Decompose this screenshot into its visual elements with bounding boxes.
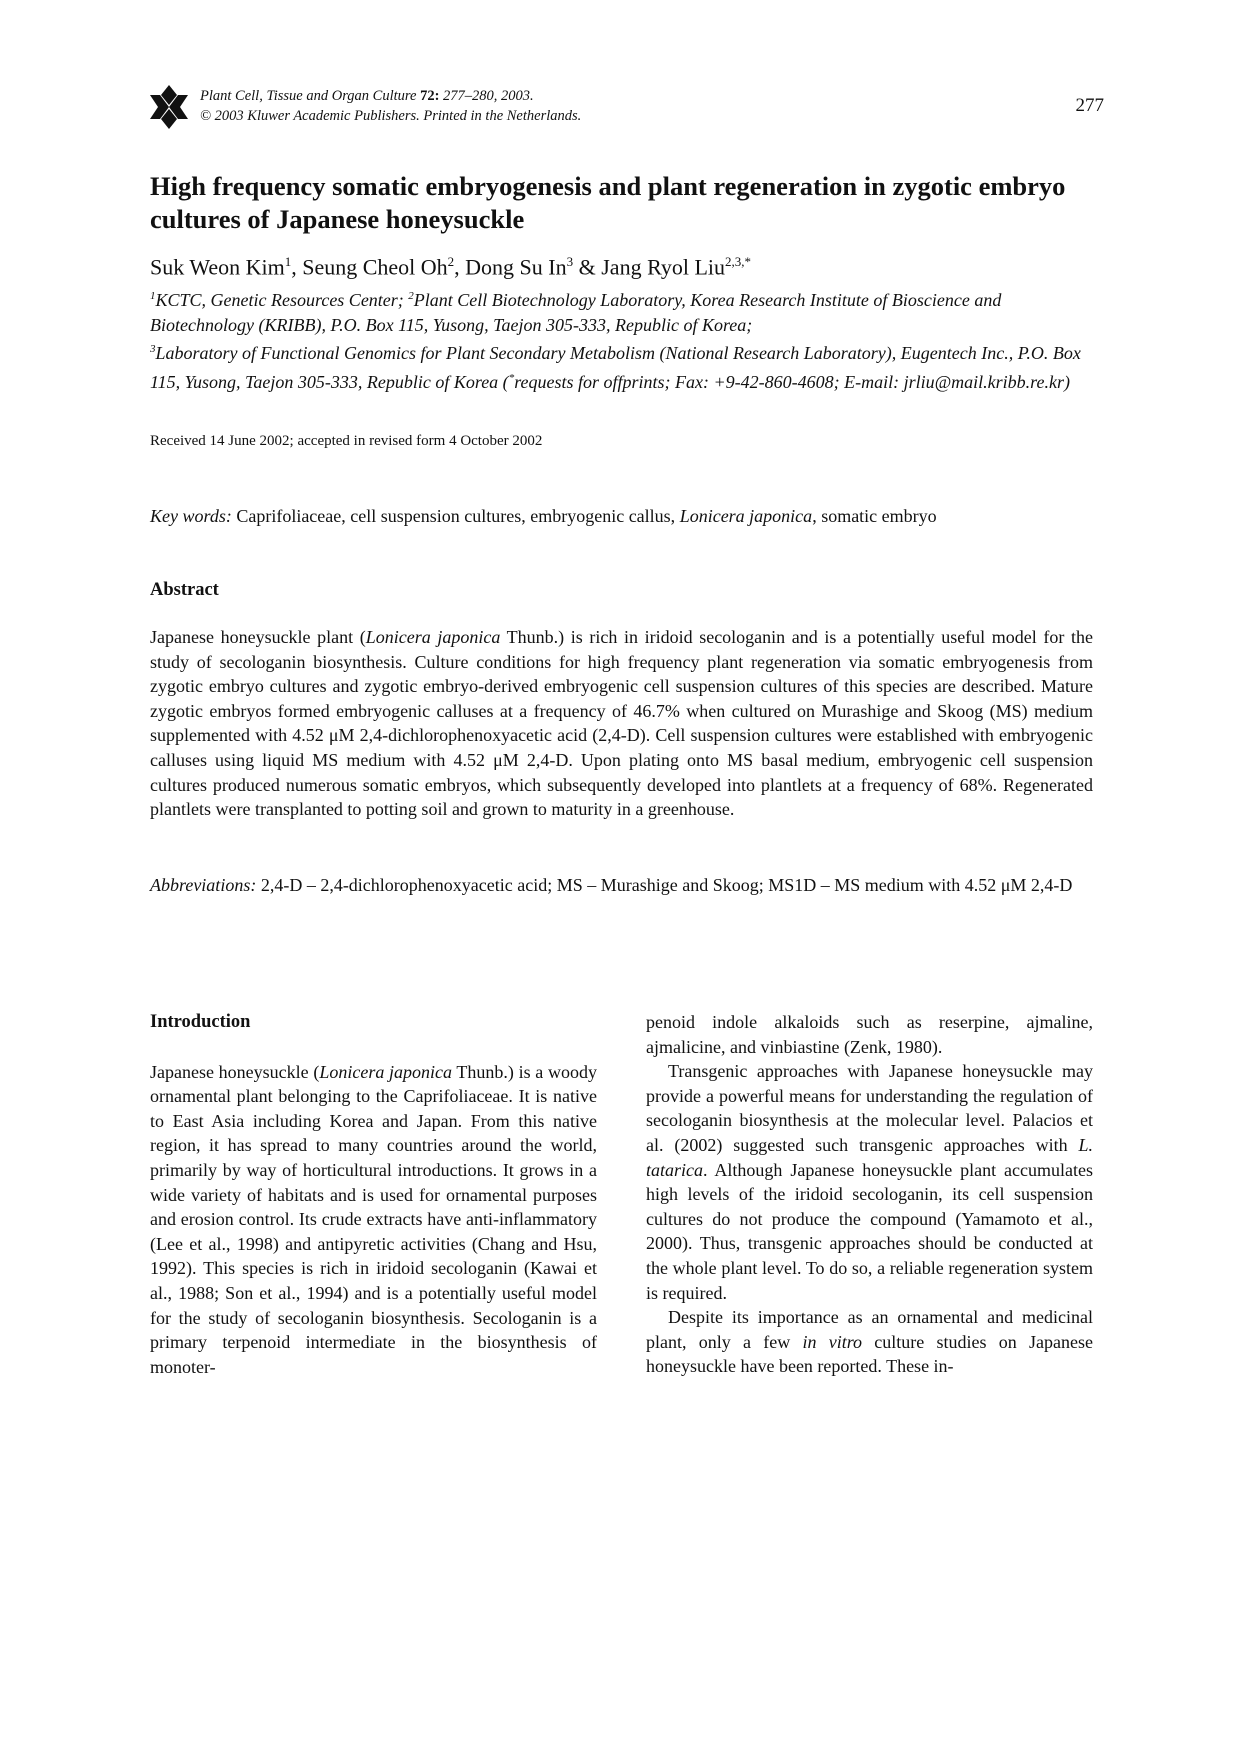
intro-italic-term: in vitro (802, 1331, 863, 1352)
journal-pages: 277–280, 2003. (439, 88, 534, 104)
author-affiliation-mark: 2,3,* (725, 254, 752, 269)
intro-text: Thunb.) is a woody ornamental plant belonging to the Caprifoliaceae. It is native to East Asia including Korea and Japan. From this native region, it has spread to many countries around the world, primarily by way of horticultural introductions. It grows in a wide variety of habitats and is used for ornamental purposes and erosion control. Its crude extracts have anti-inflammatory (Lee et al., 1998) and antipyretic activities (Chang and Hsu, 1992). This species is rich in iridoid secologanin (Kawai et al., 1988; Son et al., 1994) and is a potentially useful model for the study of secologanin biosynthesis. Secologanin is a primary terpenoid intermediate in the biosynthesis of monoter- (150, 1061, 597, 1377)
paper-title: High frequency somatic embryogenesis and plant regeneration in zygotic embryo cultures of Japanese honeysuckle (150, 171, 1066, 234)
affiliation-mark: 3 (150, 343, 156, 355)
abstract-text: . Upon plating onto MS basal medium, embryogenic cell suspension cultures produced numerous somatic embryos, which subsequently developed into plantlets at a frequency of 68%. Regenerated plantlets were transplanted to potting soil and grown to maturity in a greenhouse. (150, 749, 1093, 820)
abbreviations-text: – 2,4-dichlorophenoxyacetic acid; MS – Murashige and Skoog; MS1D – MS medium with 4.52 μM 2,4- (302, 875, 1060, 895)
journal-volume: 72: (420, 88, 440, 104)
abstract-smallcaps: D (626, 725, 640, 746)
intro-paragraph (646, 1305, 1093, 1379)
abstract-text: Thunb.) is rich in iridoid secologanin and is a potentially useful model for the study of secologanin biosynthesis. Culture conditions for high frequency plant regeneration via somatic embryogenesis from zygotic embryo cultures and zygotic embryo-derived embryogenic cell suspension cultures of this species are described. Mature zygotic embryos formed embryogenic calluses at a frequency of 46.7% when cultured on Murashige and Skoog (MS) medium supplemented with 4.52 μM 2,4-dichlorophenoxyacetic acid (2,4- (150, 627, 1093, 746)
author-separator: , (454, 254, 466, 280)
intro-paragraph: penoid indole alkaloids such as reserpine, ajmaline, ajmalicine, and vinbiastine (Zenk, 1980). (646, 1012, 1093, 1057)
abstract-text: Japanese honeysuckle plant ( (150, 627, 366, 647)
intro-paragraph (646, 1059, 1093, 1305)
abbreviations-label: Abbreviations: (150, 875, 257, 895)
abbreviations (150, 873, 1093, 898)
affiliation-2: Plant Cell Biotechnology Laboratory, Korea Research Institute of Bioscience and Biotechnology (KRIBB), P.O. Box 115, Yusong, Taejon 305-333, Republic of Korea; (150, 290, 1002, 335)
author-name: Seung Cheol Oh (302, 254, 448, 280)
abstract-species: Lonicera japonica (365, 627, 501, 647)
author-affiliation-mark: 3 (566, 254, 574, 269)
author-name: Jang Ryol Liu (601, 254, 726, 280)
intro-text: Transgenic approaches with Japanese honeysuckle may provide a powerful means for understanding the regulation of secologanin biosynthesis at the molecular level. Palacios et al. (2002) suggested such transgenic approaches with (646, 1061, 1093, 1155)
intro-species: L. tatarica (646, 1134, 1093, 1180)
introduction-heading: Introduction (150, 1012, 251, 1032)
author-name: Dong Su In (465, 254, 567, 280)
affiliations (150, 284, 1100, 394)
author-affiliation-mark: 1 (284, 254, 292, 269)
contact-info: requests for offprints; Fax: +9-42-860-4608; E-mail: jrliu@mail.kribb.re.kr) (514, 371, 1070, 392)
affiliation-1: KCTC, Genetic Resources Center; (155, 290, 409, 310)
author-name: Suk Weon Kim (150, 254, 285, 280)
affiliation-mark: 1 (150, 290, 156, 302)
intro-paragraph (150, 1060, 597, 1380)
page-number: 277 (1075, 95, 1104, 116)
intro-text: . Although Japanese honeysuckle plant accumulates high levels of the iridoid secologanin, its cell suspension cultures do not produce the compound (Yamamoto et al., 2000). Thus, transgenic approaches should be conducted at the whole plant level. To do so, a reliable regeneration system is required. (646, 1159, 1093, 1303)
intro-right-column (646, 1010, 1093, 1379)
corresponding-mark: * (508, 371, 515, 384)
intro-text: Japanese honeysuckle ( (150, 1061, 320, 1082)
publisher-logo-icon (150, 85, 188, 129)
keywords-species: Lonicera japonica (679, 506, 813, 526)
intro-species: Lonicera japonica (319, 1061, 453, 1082)
author-separator: & (573, 254, 602, 280)
journal-name: Plant Cell, Tissue and Organ Culture (200, 88, 417, 104)
author-affiliation-mark: 2 (447, 254, 455, 269)
received-dates: Received 14 June 2002; accepted in revised form 4 October 2002 (150, 433, 543, 449)
keywords-text: , somatic embryo (812, 506, 937, 526)
keywords-text: Caprifoliaceae, cell suspension cultures, embryogenic callus, (231, 506, 680, 526)
abbreviations-text: 2,4- (256, 875, 290, 895)
abstract-text: ). Cell suspension cultures were established with embryogenic calluses using liquid MS medium with 4.52 μM 2,4- (150, 725, 1093, 770)
author-separator: , (291, 254, 303, 280)
abbreviations-smallcaps: D (289, 875, 303, 895)
author-list (150, 254, 751, 280)
abstract-body (150, 625, 1093, 822)
abstract-heading: Abstract (150, 580, 219, 600)
intro-text: Despite its importance as an ornamental and medicinal plant, only a few (646, 1307, 1093, 1352)
journal-info (200, 86, 581, 126)
affiliation-mark: 2 (408, 290, 414, 302)
keywords (150, 504, 1100, 528)
abbreviations-smallcaps: D (1059, 875, 1073, 895)
intro-text: culture studies on Japanese honeysuckle have been reported. These in- (646, 1331, 1093, 1377)
affiliation-3: Laboratory of Functional Genomics for Plant Secondary Metabolism (National Research Laboratory), Eugentech Inc., P.O. Box 115, Yusong, Taejon 305-333, Republic of Korea ( (150, 343, 1081, 392)
copyright-line: © 2003 Kluwer Academic Publishers. Printed in the Netherlands. (200, 108, 582, 124)
abstract-smallcaps: D (555, 749, 569, 770)
journal-citation (200, 86, 581, 106)
keywords-label: Key words: (150, 506, 232, 526)
intro-left-column (150, 1010, 597, 1379)
